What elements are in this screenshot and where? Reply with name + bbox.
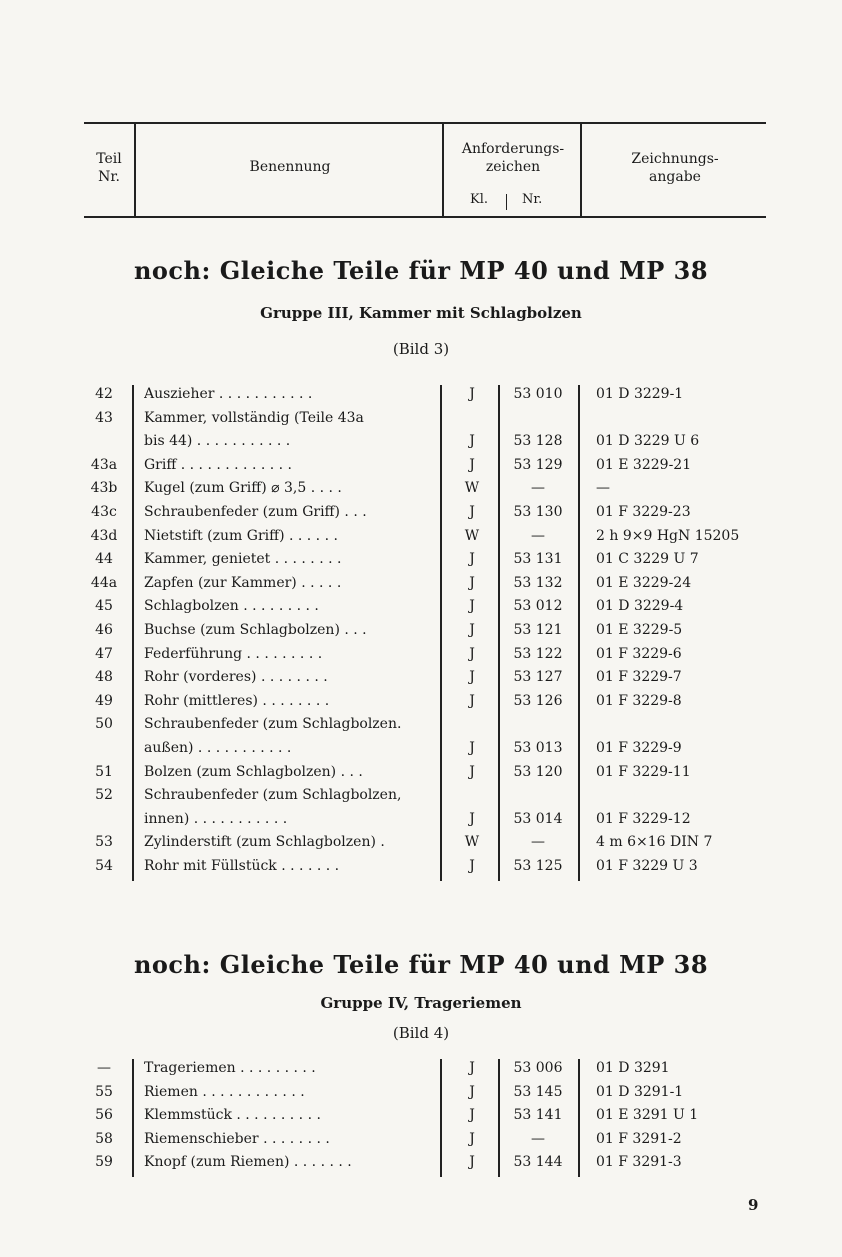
parts-table (84, 385, 768, 881)
class-code: J (469, 1154, 475, 1171)
class-code: J (469, 456, 475, 473)
drawing-reference: — (596, 480, 610, 497)
drawing-reference: 01 F 3229-23 (596, 504, 691, 520)
drawing-reference: 01 E 3229-24 (596, 574, 692, 591)
class-code: J (469, 433, 475, 450)
part-name: Kammer, vollständig (Teile 43a (144, 409, 364, 426)
part-number: 42 (95, 386, 113, 402)
requisition-number: — (531, 1130, 545, 1147)
class-code: J (469, 622, 475, 638)
class-code: J (469, 1060, 475, 1076)
class-code: J (469, 858, 475, 874)
requisition-number: 53 125 (513, 858, 563, 874)
header-nr-label: Nr. (98, 169, 120, 185)
part-number: 43c (91, 504, 117, 520)
class-code: J (469, 669, 475, 686)
part-number: 43 (95, 409, 113, 426)
class-code: J (469, 1130, 475, 1147)
section-figure-ref: (Bild 4) (392, 1024, 450, 1042)
requisition-number: 53 145 (513, 1083, 563, 1100)
table-row (84, 715, 768, 762)
part-number: 48 (95, 669, 113, 686)
table-row (84, 786, 768, 833)
part-name: Riemenschieber . . . . . . . . (144, 1130, 330, 1147)
part-number: 43b (90, 480, 118, 497)
header-kl-label: Kl. (470, 192, 489, 207)
table-row (84, 597, 768, 621)
drawing-reference: 01 E 3291 U 1 (596, 1107, 699, 1124)
part-number: 44a (90, 574, 118, 591)
table-row (84, 456, 768, 480)
part-number: 51 (95, 763, 113, 780)
part-number: 44 (95, 551, 113, 568)
part-name: außen) . . . . . . . . . . . (144, 739, 292, 756)
table-row (84, 621, 768, 645)
column-rule (578, 1059, 580, 1177)
drawing-reference: 01 E 3229-5 (596, 622, 683, 638)
table-row (84, 1083, 768, 1107)
class-code: J (469, 645, 475, 662)
requisition-number: 53 130 (513, 504, 563, 520)
part-name: Auszieher . . . . . . . . . . . (144, 386, 313, 402)
requisition-number: 53 122 (513, 645, 563, 662)
drawing-reference: 01 F 3229-8 (596, 692, 682, 709)
part-name: bis 44) . . . . . . . . . . . (144, 433, 291, 450)
class-code: J (469, 692, 475, 709)
part-name: Bolzen (zum Schlagbolzen) . . . (144, 763, 363, 780)
part-name: Federführung . . . . . . . . . (144, 645, 323, 662)
part-name: Zylinderstift (zum Schlagbolzen) . (144, 834, 385, 851)
drawing-reference: 01 F 3229 U 3 (596, 858, 698, 874)
part-name: Schraubenfeder (zum Schlagbolzen, (144, 787, 402, 804)
table-row (84, 385, 768, 409)
table-row (84, 857, 768, 881)
header-sub-divider (506, 194, 507, 210)
requisition-number: 53 120 (513, 763, 563, 780)
page-number: 9 (748, 1196, 759, 1214)
class-code: J (469, 598, 475, 615)
part-number: 47 (95, 645, 113, 662)
section-group: Gruppe IV, Trageriemen (320, 994, 522, 1012)
requisition-number: 53 144 (513, 1154, 563, 1171)
section-title: noch: Gleiche Teile für MP 40 und MP 38 (133, 256, 709, 285)
requisition-number: 53 006 (513, 1060, 563, 1076)
drawing-reference: 01 F 3229-6 (596, 645, 682, 662)
drawing-reference: 01 F 3229-9 (596, 739, 682, 756)
table-row (84, 527, 768, 551)
drawing-reference: 01 C 3229 U 7 (596, 551, 699, 568)
part-name: Kammer, genietet . . . . . . . . (144, 551, 342, 568)
part-number: — (97, 1060, 111, 1076)
column-rule (440, 1059, 442, 1177)
part-name: Schlagbolzen . . . . . . . . . (144, 598, 319, 615)
parts-table (84, 1059, 768, 1177)
table-row (84, 550, 768, 574)
part-number: 43a (90, 456, 118, 473)
part-number: 59 (95, 1154, 113, 1171)
table-row (84, 503, 768, 527)
table-row (84, 645, 768, 669)
header-teil-label: Teil (96, 151, 122, 167)
class-code: J (469, 574, 475, 591)
drawing-reference: 01 D 3291-1 (596, 1083, 684, 1100)
table-row (84, 1106, 768, 1130)
part-name: Rohr (mittleres) . . . . . . . . (144, 692, 330, 709)
part-number: 56 (95, 1107, 113, 1124)
class-code: J (469, 739, 475, 756)
drawing-reference: 2 h 9×9 HgN 15205 (596, 527, 740, 544)
requisition-number: 53 127 (513, 669, 563, 686)
class-code: W (464, 834, 480, 851)
column-rule (498, 385, 500, 881)
part-name: Trageriemen . . . . . . . . . (144, 1060, 316, 1076)
class-code: J (469, 386, 475, 402)
table-row (84, 1130, 768, 1154)
table-row (84, 479, 768, 503)
table-row (84, 1153, 768, 1177)
column-rule (132, 385, 134, 881)
drawing-reference: 01 F 3229-12 (596, 810, 691, 827)
header-anf-line2: zeichen (485, 159, 541, 175)
part-name: Buchse (zum Schlagbolzen) . . . (144, 622, 367, 638)
drawing-reference: 01 F 3291-2 (596, 1130, 682, 1147)
header-zeich-line1: Zeichnungs- (631, 151, 719, 167)
part-number: 49 (95, 692, 113, 709)
header-teil-nr (84, 124, 134, 216)
section-group: Gruppe III, Kammer mit Schlagbolzen (260, 304, 582, 322)
column-rule (578, 385, 580, 881)
column-rule (132, 1059, 134, 1177)
drawing-reference: 01 D 3229-1 (596, 386, 684, 402)
table-row (84, 692, 768, 716)
table-row (84, 574, 768, 598)
class-code: J (469, 1083, 475, 1100)
class-code: J (469, 1107, 475, 1124)
table-row (84, 1059, 768, 1083)
part-number: 45 (95, 598, 113, 615)
part-name: Knopf (zum Riemen) . . . . . . . (144, 1154, 352, 1171)
requisition-number: 53 141 (513, 1107, 563, 1124)
part-name: Rohr (vorderes) . . . . . . . . (144, 669, 328, 686)
class-code: W (464, 527, 480, 544)
drawing-reference: 01 F 3229-11 (596, 763, 691, 780)
requisition-number: 53 126 (513, 692, 563, 709)
header-anr-label: Nr. (522, 192, 543, 207)
requisition-number: — (531, 527, 545, 544)
table-row (84, 409, 768, 456)
part-name: Klemmstück . . . . . . . . . . (144, 1107, 321, 1124)
header-zeich-line2: angabe (649, 169, 701, 185)
section-figure-ref: (Bild 3) (392, 340, 450, 358)
part-number: 52 (95, 787, 113, 804)
part-name: Schraubenfeder (zum Schlagbolzen. (144, 716, 402, 733)
class-code: J (469, 763, 475, 780)
requisition-number: 53 129 (513, 456, 563, 473)
part-number: 58 (95, 1130, 113, 1147)
header-anforderungszeichen (442, 124, 582, 216)
part-number: 53 (95, 834, 113, 851)
header-anf-line1: Anforderungs- (461, 141, 565, 157)
part-number: 43d (90, 527, 118, 544)
part-number: 46 (95, 622, 113, 638)
header-zeichnungsangabe (580, 124, 768, 216)
requisition-number: 53 014 (513, 810, 563, 827)
column-rule (440, 385, 442, 881)
drawing-reference: 01 E 3229-21 (596, 456, 692, 473)
drawing-reference: 01 D 3229 U 6 (596, 433, 700, 450)
class-code: J (469, 810, 475, 827)
part-name: Riemen . . . . . . . . . . . . (144, 1083, 305, 1100)
drawing-reference: 4 m 6×16 DIN 7 (596, 834, 713, 851)
header-benennung-label: Benennung (249, 159, 331, 175)
requisition-number: 53 128 (513, 433, 563, 450)
table-header (84, 122, 766, 218)
requisition-number: 53 132 (513, 574, 563, 591)
class-code: J (469, 551, 475, 568)
column-rule (498, 1059, 500, 1177)
requisition-number: 53 013 (513, 739, 563, 756)
part-number: 55 (95, 1083, 113, 1100)
part-name: Nietstift (zum Griff) . . . . . . (144, 527, 338, 544)
class-code: W (464, 480, 480, 497)
part-number: 50 (95, 716, 113, 733)
part-name: Schraubenfeder (zum Griff) . . . (144, 504, 367, 520)
drawing-reference: 01 D 3229-4 (596, 598, 684, 615)
drawing-reference: 01 F 3229-7 (596, 669, 682, 686)
drawing-reference: 01 D 3291 (596, 1060, 670, 1076)
header-benennung (134, 124, 444, 216)
part-number: 54 (95, 858, 113, 874)
table-row (84, 833, 768, 857)
part-name: Kugel (zum Griff) ⌀ 3,5 . . . . (144, 480, 342, 497)
requisition-number: — (531, 480, 545, 497)
drawing-reference: 01 F 3291-3 (596, 1154, 682, 1171)
table-row (84, 668, 768, 692)
part-name: Rohr mit Füllstück . . . . . . . (144, 858, 340, 874)
table-row (84, 763, 768, 787)
section-title: noch: Gleiche Teile für MP 40 und MP 38 (133, 950, 709, 979)
part-name: Griff . . . . . . . . . . . . . (144, 456, 293, 473)
part-name: innen) . . . . . . . . . . . (144, 810, 288, 827)
requisition-number: 53 131 (513, 551, 563, 568)
requisition-number: 53 121 (513, 622, 563, 638)
part-name: Zapfen (zur Kammer) . . . . . (144, 574, 342, 591)
requisition-number: — (531, 834, 545, 851)
requisition-number: 53 010 (513, 386, 563, 402)
class-code: J (469, 504, 475, 520)
requisition-number: 53 012 (513, 598, 563, 615)
